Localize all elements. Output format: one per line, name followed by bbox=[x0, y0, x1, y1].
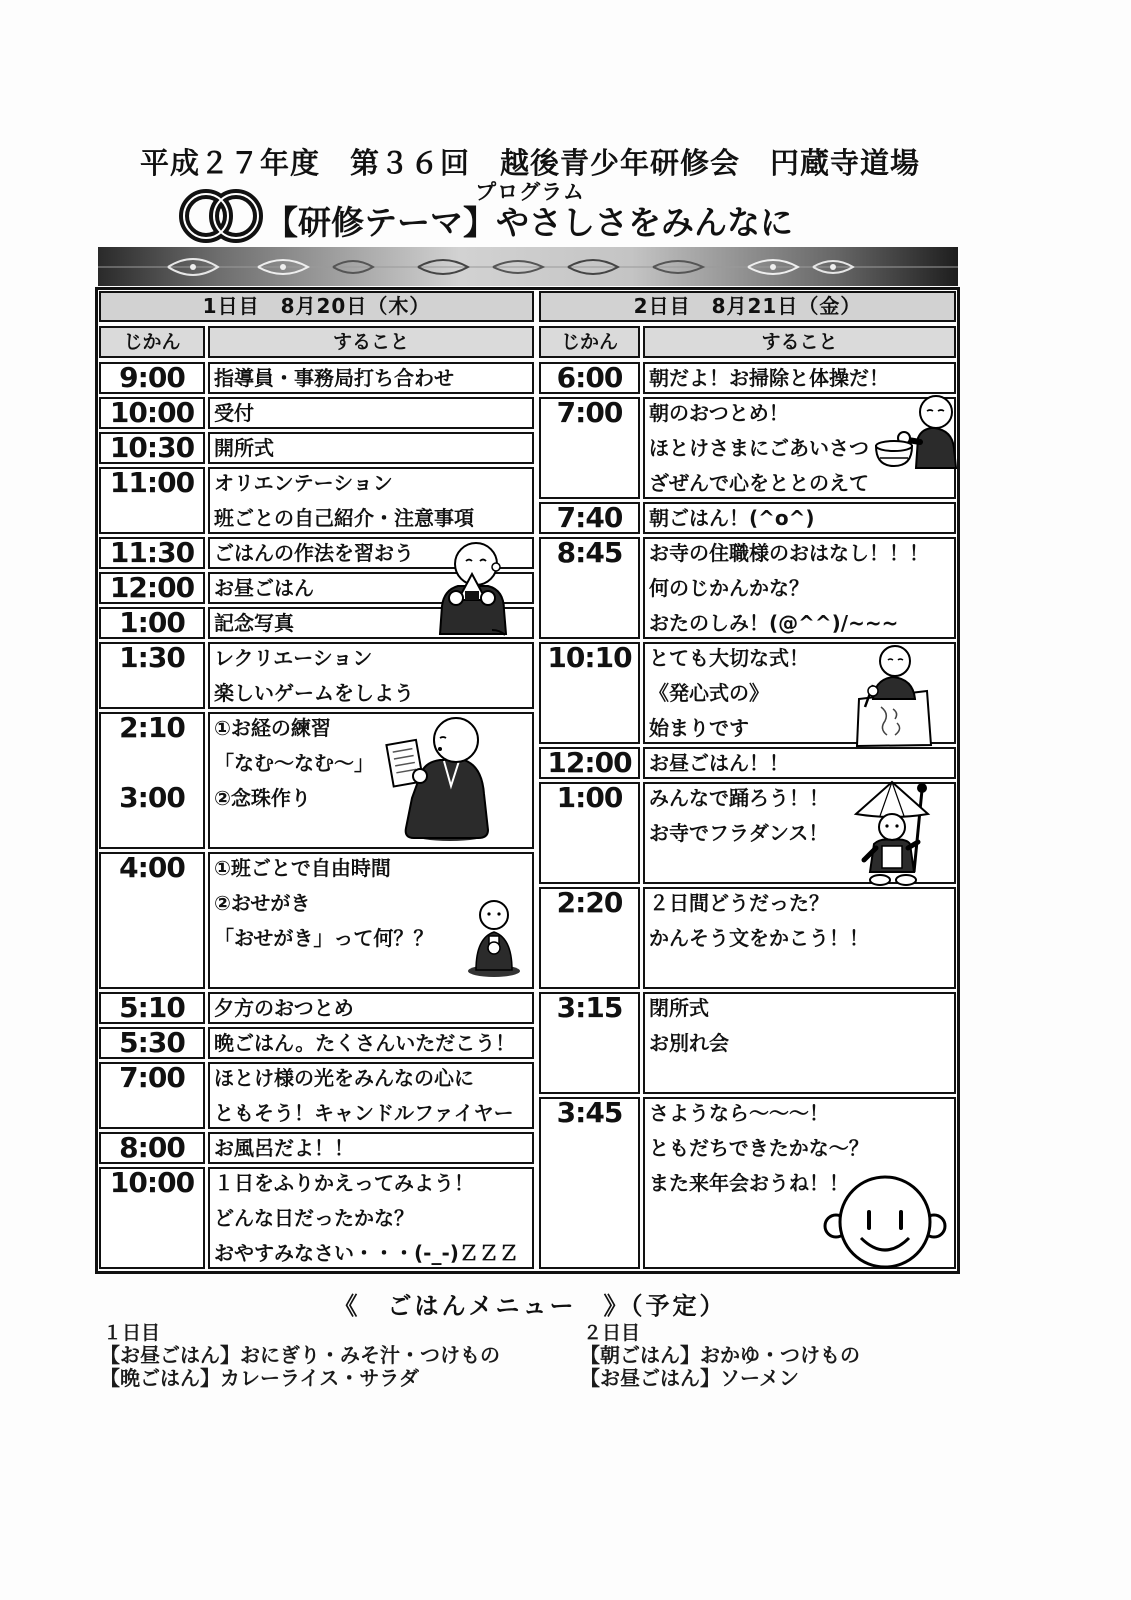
time-label: 4:00 bbox=[119, 851, 185, 884]
schedule-task-cell bbox=[208, 1167, 534, 1269]
time-label: 12:00 bbox=[547, 746, 632, 779]
menu-item: 【朝ごはん】おかゆ・つけもの bbox=[580, 1343, 860, 1367]
menu-item: 【お昼ごはん】ソーメン bbox=[580, 1366, 799, 1390]
schedule-task-cell bbox=[643, 992, 956, 1094]
monk-bowl-icon bbox=[872, 394, 958, 474]
schedule-time-cell bbox=[99, 712, 205, 849]
task-line: １日をふりかえってみよう！ bbox=[214, 1171, 474, 1195]
monk-eating-icon bbox=[436, 540, 508, 642]
schedule-task-cell bbox=[643, 887, 956, 989]
time-label: 10:00 bbox=[109, 1166, 195, 1199]
task-line: ほとけ様の光をみんなの心に bbox=[214, 1066, 474, 1090]
schedule-task-cell bbox=[208, 1027, 534, 1059]
task-line: ②念珠作り bbox=[214, 786, 311, 810]
menu-item: 【お昼ごはん】おにぎり・みそ汁・つけもの bbox=[100, 1343, 500, 1367]
schedule-time-cell bbox=[539, 782, 640, 884]
schedule-time-cell bbox=[539, 502, 640, 534]
column-header-task: すること bbox=[208, 326, 534, 358]
schedule-time-cell bbox=[99, 992, 205, 1024]
task-line: ①班ごとで自由時間 bbox=[214, 856, 391, 880]
column-header-time: じかん bbox=[539, 326, 640, 358]
time-label: 5:30 bbox=[119, 1026, 185, 1059]
task-line: 《発心式の》 bbox=[649, 681, 769, 705]
task-line: おたのしみ！(@^^)/~~~ bbox=[649, 611, 899, 635]
time-label: 1:30 bbox=[119, 641, 185, 674]
task-line: また来年会おうね！！ bbox=[649, 1171, 849, 1195]
task-line: おやすみなさい・・・(-_-)ＺＺＺ bbox=[214, 1241, 519, 1265]
schedule-time-cell bbox=[539, 362, 640, 394]
task-line: お寺の住職様のおはなし！！！ bbox=[649, 541, 929, 565]
time-label: 11:30 bbox=[109, 536, 195, 569]
schedule-time-cell bbox=[539, 537, 640, 639]
task-line: 指導員・事務局打ち合わせ bbox=[214, 366, 454, 390]
time-label: 7:00 bbox=[556, 396, 623, 429]
schedule-time-cell bbox=[539, 887, 640, 989]
menu-day-label: １日目 bbox=[103, 1322, 161, 1344]
task-line: 班ごとの自己紹介・注意事項 bbox=[214, 506, 474, 530]
monk-sitting-icon bbox=[466, 898, 522, 982]
schedule-time-cell bbox=[99, 432, 205, 464]
task-line: みんなで踊ろう！！ bbox=[649, 786, 829, 810]
schedule-time-cell bbox=[539, 397, 640, 499]
task-line: ともそう！キャンドルファイヤー bbox=[214, 1101, 514, 1125]
schedule-task-cell bbox=[643, 502, 956, 534]
schedule-time-cell bbox=[99, 362, 205, 394]
task-line: 閉所式 bbox=[649, 996, 709, 1020]
task-line: かんそう文をかこう！！ bbox=[649, 926, 869, 950]
time-label: 7:40 bbox=[556, 501, 623, 534]
task-line: ごはんの作法を習おう bbox=[214, 541, 414, 565]
schedule-time-cell bbox=[99, 642, 205, 709]
schedule-time-cell bbox=[99, 572, 205, 604]
time-label: 6:00 bbox=[556, 361, 623, 394]
task-line: ①お経の練習 bbox=[214, 716, 331, 740]
time-label: 11:00 bbox=[109, 466, 195, 499]
program-subtitle: プログラム bbox=[475, 180, 585, 204]
schedule-task-cell bbox=[643, 747, 956, 779]
smiley-face-icon bbox=[823, 1172, 947, 1274]
task-line: 「おせがき」って何？？ bbox=[214, 926, 434, 950]
task-line: お昼ごはん bbox=[214, 576, 314, 600]
task-line: ほとけさまにごあいさつ bbox=[649, 436, 869, 460]
time-label: 1:00 bbox=[556, 781, 623, 814]
schedule-time-cell bbox=[539, 642, 640, 744]
monk-reading-icon bbox=[384, 714, 492, 846]
theme-heading: 【研修テーマ】やさしさをみんなに bbox=[265, 203, 793, 242]
time-label: 10:10 bbox=[547, 641, 632, 674]
task-line: 開所式 bbox=[214, 436, 274, 460]
time-label: 12:00 bbox=[109, 571, 195, 604]
task-line: ざぜんで心をととのえて bbox=[649, 471, 869, 495]
time-label: 5:10 bbox=[119, 991, 185, 1024]
task-line: 晩ごはん。たくさんいただこう！ bbox=[214, 1031, 516, 1055]
schedule-task-cell bbox=[208, 1062, 534, 1129]
schedule-task-cell bbox=[208, 362, 534, 394]
task-line: 「なむ～なむ～」 bbox=[214, 751, 374, 775]
task-line: お昼ごはん！！ bbox=[649, 751, 789, 775]
schedule-task-cell bbox=[208, 397, 534, 429]
schedule-time-cell bbox=[99, 607, 205, 639]
time-label: 7:00 bbox=[119, 1061, 185, 1094]
schedule-time-cell bbox=[99, 467, 205, 534]
monk-dancing-icon bbox=[852, 780, 932, 892]
schedule-time-cell bbox=[539, 747, 640, 779]
schedule-time-cell bbox=[99, 1132, 205, 1164]
task-line: ２日間どうだった？ bbox=[649, 891, 829, 915]
menu-day-label: ２日目 bbox=[583, 1322, 641, 1344]
page-title: 平成２７年度 第３６回 越後青少年研修会 円蔵寺道場 bbox=[139, 146, 920, 180]
task-line: レクリエーション bbox=[214, 646, 373, 670]
task-line: とても大切な式！ bbox=[649, 646, 809, 670]
time-label: 8:00 bbox=[119, 1131, 185, 1164]
task-line: どんな日だったかな？ bbox=[214, 1206, 414, 1230]
schedule-time-cell bbox=[99, 397, 205, 429]
day-heading-1: 1日目 8月20日（木） bbox=[99, 291, 534, 322]
time-label: 9:00 bbox=[119, 361, 185, 394]
schedule-task-cell bbox=[208, 1132, 534, 1164]
task-line: お寺でフラダンス！ bbox=[649, 821, 829, 845]
column-header-task: すること bbox=[643, 326, 956, 358]
schedule-time-cell bbox=[539, 1097, 640, 1269]
schedule-task-cell bbox=[208, 992, 534, 1024]
task-line: 受付 bbox=[214, 401, 254, 425]
schedule-task-cell bbox=[208, 642, 534, 709]
time-label: 10:00 bbox=[109, 396, 195, 429]
time-label: 1:00 bbox=[119, 606, 185, 639]
monk-writing-icon bbox=[853, 643, 935, 751]
time-label: 10:30 bbox=[109, 431, 195, 464]
task-line: 朝だよ！お掃除と体操だ！ bbox=[649, 366, 889, 390]
schedule-task-cell bbox=[208, 432, 534, 464]
task-line: 朝のおつとめ！ bbox=[649, 401, 789, 425]
rings-logo-icon bbox=[176, 188, 266, 244]
task-line: お別れ会 bbox=[649, 1031, 729, 1055]
column-header-time: じかん bbox=[99, 326, 205, 358]
task-line: ともだちできたかな～？ bbox=[649, 1136, 869, 1160]
time-label: 2:10 bbox=[119, 711, 185, 744]
task-line: 夕方のおつとめ bbox=[214, 996, 354, 1020]
menu-heading: 《 ごはんメニュー 》（予定） bbox=[333, 1292, 727, 1320]
time-label: 3:00 bbox=[119, 781, 185, 814]
schedule-time-cell bbox=[99, 1167, 205, 1269]
schedule-time-cell bbox=[99, 1062, 205, 1129]
menu-item: 【晩ごはん】カレーライス・サラダ bbox=[100, 1366, 419, 1390]
task-line: ②おせがき bbox=[214, 891, 311, 915]
day-heading-2: 2日目 8月21日（金） bbox=[539, 291, 956, 322]
task-line: お風呂だよ！！ bbox=[214, 1136, 354, 1160]
schedule-time-cell bbox=[539, 992, 640, 1094]
schedule-time-cell bbox=[99, 1027, 205, 1059]
time-label: 3:45 bbox=[556, 1096, 623, 1129]
task-line: 楽しいゲームをしよう bbox=[214, 681, 414, 705]
schedule-time-cell bbox=[99, 537, 205, 569]
schedule-task-cell bbox=[643, 362, 956, 394]
task-line: 朝ごはん！(^o^) bbox=[649, 506, 815, 530]
task-line: 記念写真 bbox=[214, 611, 294, 635]
task-line: さようなら～～～！ bbox=[649, 1101, 829, 1125]
schedule-time-cell bbox=[99, 852, 205, 989]
schedule-task-cell bbox=[208, 467, 534, 534]
time-label: 3:15 bbox=[556, 991, 623, 1024]
task-line: オリエンテーション bbox=[214, 471, 393, 495]
time-label: 2:20 bbox=[556, 886, 623, 919]
decorative-banner bbox=[98, 247, 958, 286]
time-label: 8:45 bbox=[556, 536, 623, 569]
task-line: 何のじかんかな？ bbox=[649, 576, 809, 600]
schedule-task-cell bbox=[643, 537, 956, 639]
task-line: 始まりです bbox=[649, 716, 749, 740]
